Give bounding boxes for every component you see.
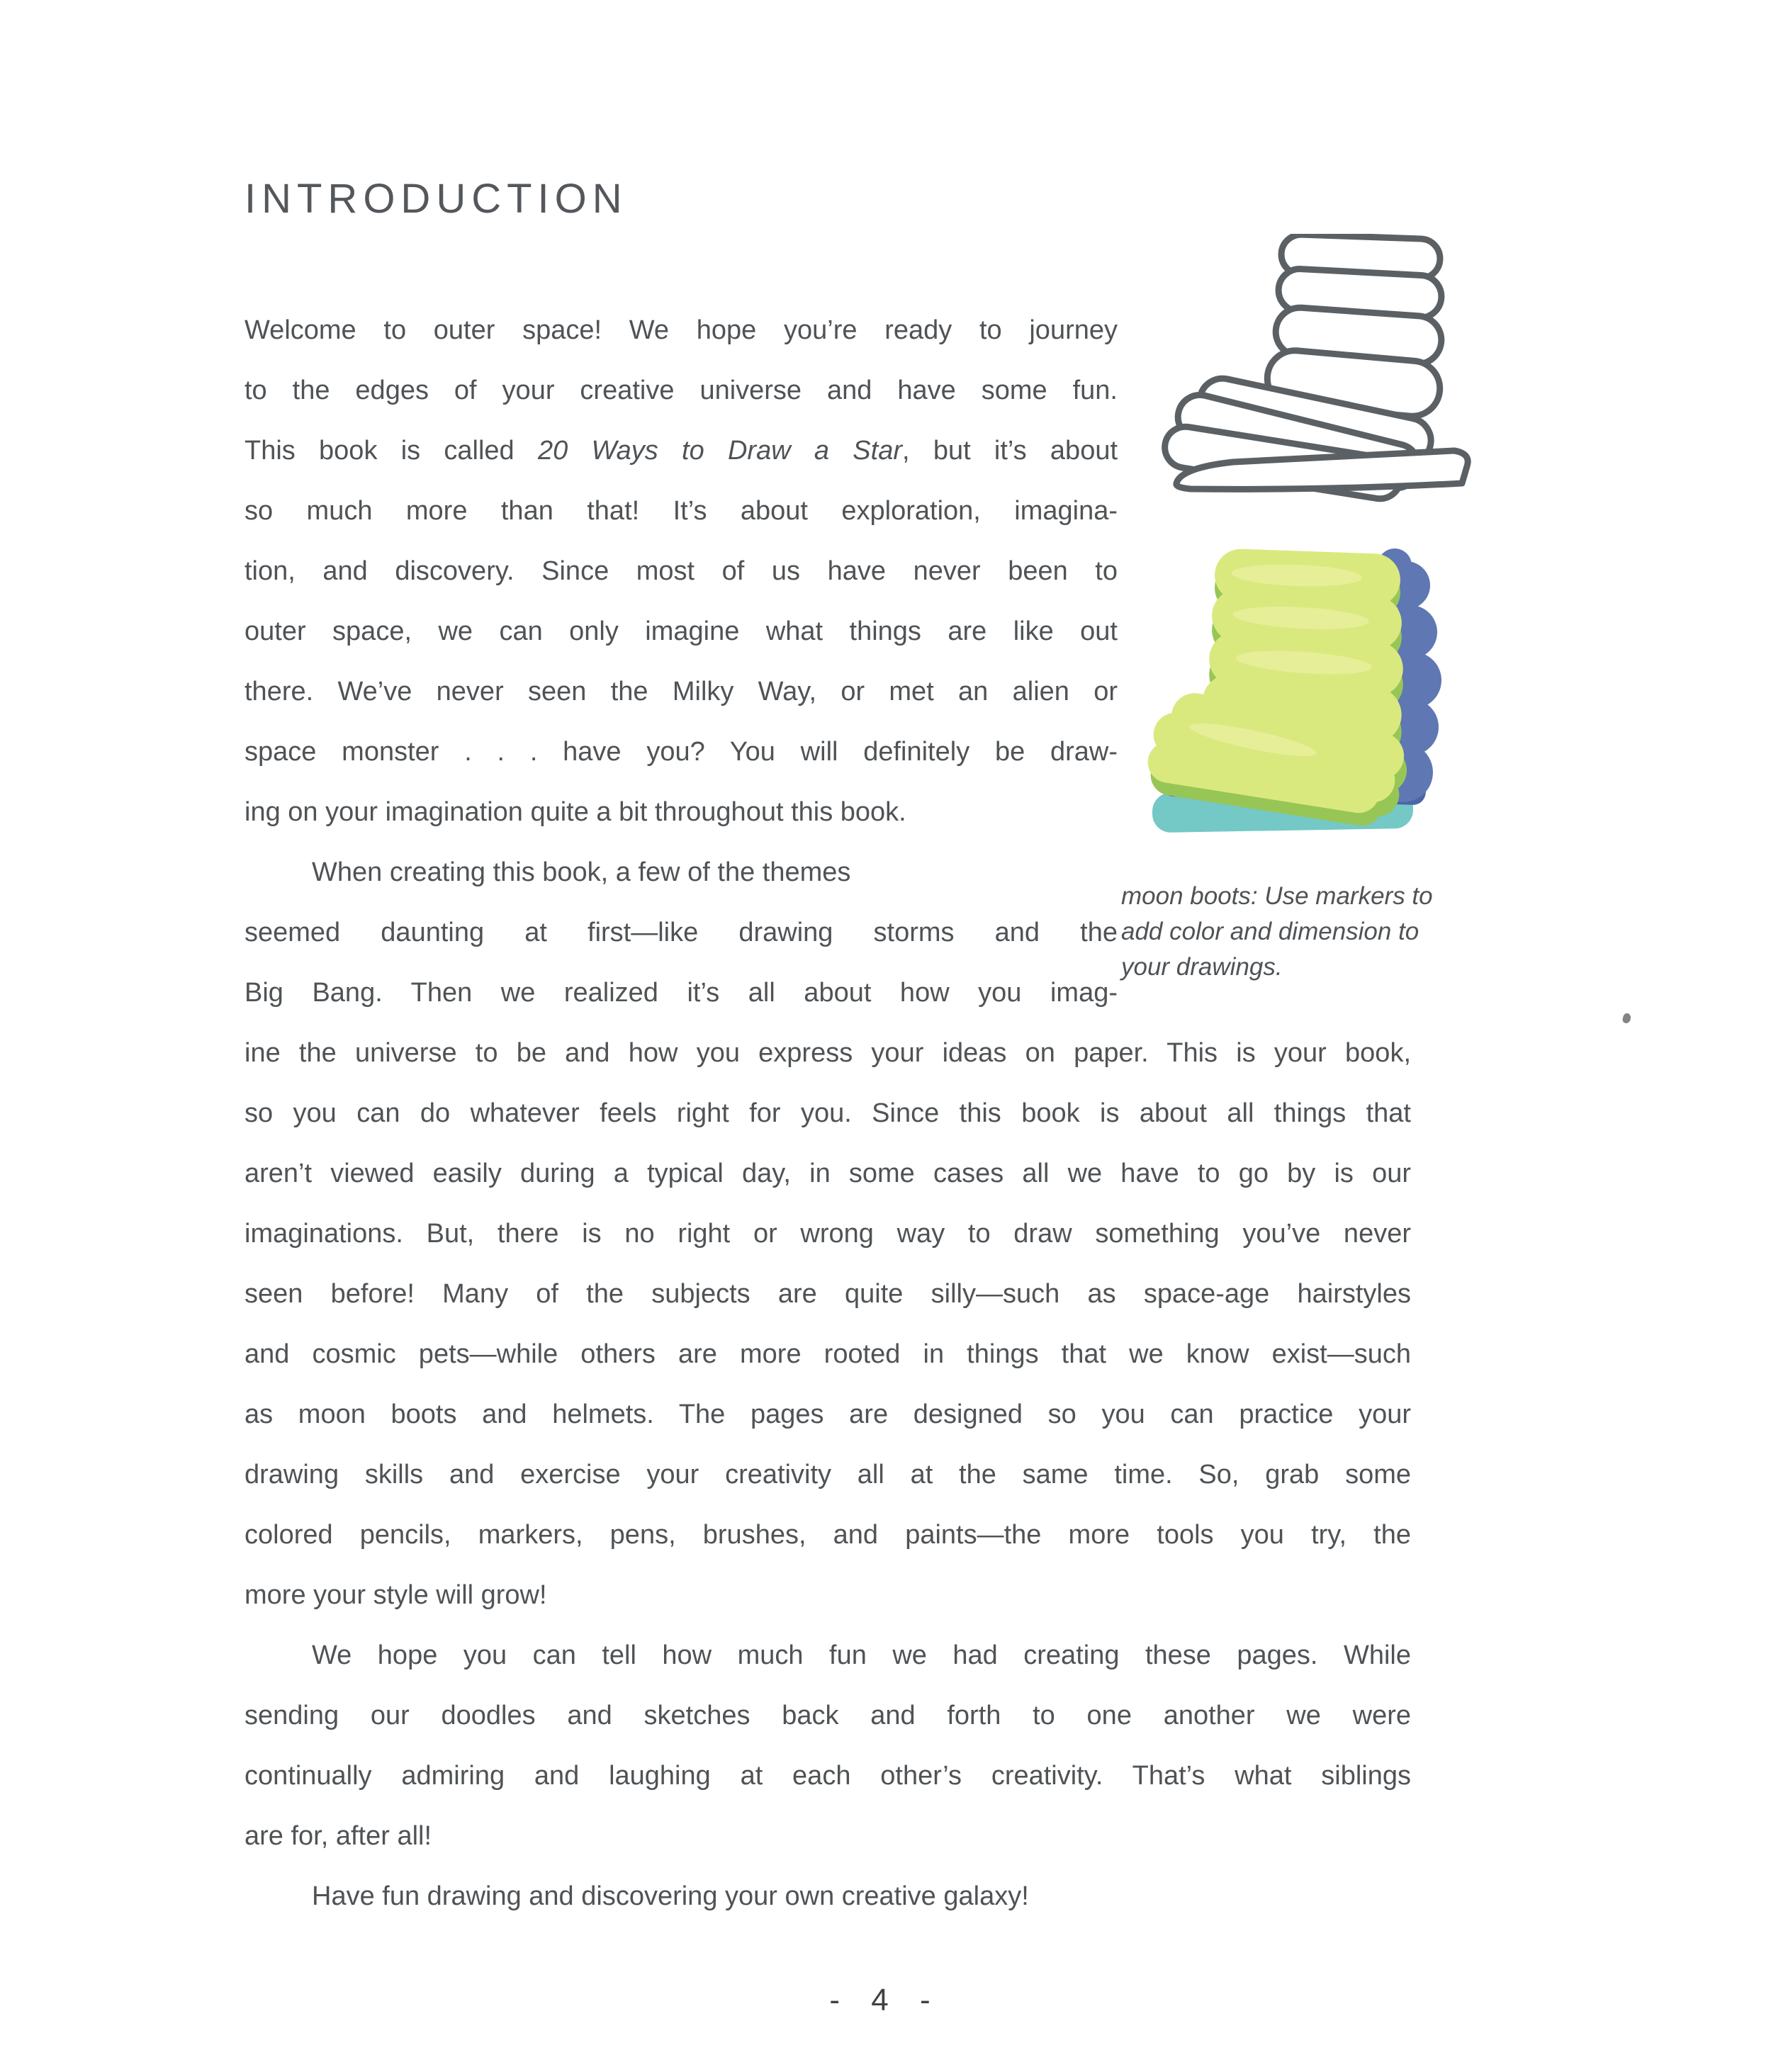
- body-text-line: to the edges of your creative universe and have some fun.: [244, 376, 1118, 405]
- moon-boot-outline-illustration: [1148, 234, 1474, 517]
- body-text-line: imaginations. But, there is no right or wrong way to draw something you’ve never: [244, 1219, 1411, 1249]
- body-text-line: When creating this book, a few of the themes: [312, 857, 851, 887]
- body-text-line: seemed daunting at first—like drawing storms and the: [244, 918, 1118, 947]
- intro-text-column: [244, 300, 1118, 1023]
- body-text-line: are for, after all!: [244, 1821, 432, 1851]
- body-text-line: so you can do whatever feels right for you. Since this book is about all things that: [244, 1098, 1411, 1128]
- scan-speck: [1621, 1013, 1631, 1024]
- body-text-line: as moon boots and helmets. The pages are designed so you can practice your: [244, 1400, 1411, 1429]
- body-text-line: space monster . . . have you? You will definitely be draw-: [244, 737, 1118, 767]
- body-text-line: aren’t viewed easily during a typical day, in some cases all we have to go by is our: [244, 1159, 1411, 1188]
- body-text-line: This book is called 20 Ways to Draw a Star, but it’s about: [244, 436, 1118, 466]
- caption-line: moon boots: Use markers to: [1121, 882, 1433, 910]
- body-text-line: sending our doodles and sketches back and forth to one another we were: [244, 1701, 1411, 1730]
- body-text-line: We hope you can tell how much fun we had creating these pages. While: [312, 1640, 1411, 1670]
- body-text-line: Big Bang. Then we realized it’s all about how you imag-: [244, 978, 1118, 1008]
- body-text-line: Welcome to outer space! We hope you’re ready to journey: [244, 315, 1118, 345]
- body-text-line: and cosmic pets—while others are more rooted in things that we know exist—such: [244, 1339, 1411, 1369]
- body-text-line: so much more than that! It’s about exploration, imagina-: [244, 496, 1118, 526]
- body-text-line: colored pencils, markers, pens, brushes, and paints—the more tools you try, the: [244, 1520, 1411, 1550]
- lime-rings: [1147, 548, 1408, 816]
- body-text-line: ine the universe to be and how you express your ideas on paper. This is your book,: [244, 1038, 1411, 1068]
- body-text-line: continually admiring and laughing at each other’s creativity. That’s what siblings: [244, 1761, 1411, 1791]
- body-text-line: more your style will grow!: [244, 1580, 547, 1610]
- caption-line: add color and dimension to: [1121, 918, 1419, 945]
- page-title: INTRODUCTION: [244, 176, 628, 222]
- body-text-line: seen before! Many of the subjects are quite silly—such as space-age hairstyles: [244, 1279, 1411, 1309]
- image-caption: [1121, 879, 1433, 985]
- body-text-line: there. We’ve never seen the Milky Way, or met an alien or: [244, 677, 1118, 706]
- body-text-line: Have fun drawing and discovering your own creative galaxy!: [312, 1881, 1029, 1911]
- body-text-line: outer space, we can only imagine what things are like out: [244, 616, 1118, 646]
- body-text-line: drawing skills and exercise your creativity all at the same time. So, grab some: [244, 1460, 1411, 1490]
- body-text-line: tion, and discovery. Since most of us have never been to: [244, 556, 1118, 586]
- caption-line: your drawings.: [1121, 953, 1283, 981]
- body-text-line: ing on your imagination quite a bit throughout this book.: [244, 797, 906, 827]
- intro-text-full-width: [244, 1023, 1411, 1927]
- moon-boot-colored-illustration: [1147, 547, 1444, 839]
- page-number: - 4 -: [829, 1983, 942, 2017]
- boot-outline-group: [1162, 234, 1468, 502]
